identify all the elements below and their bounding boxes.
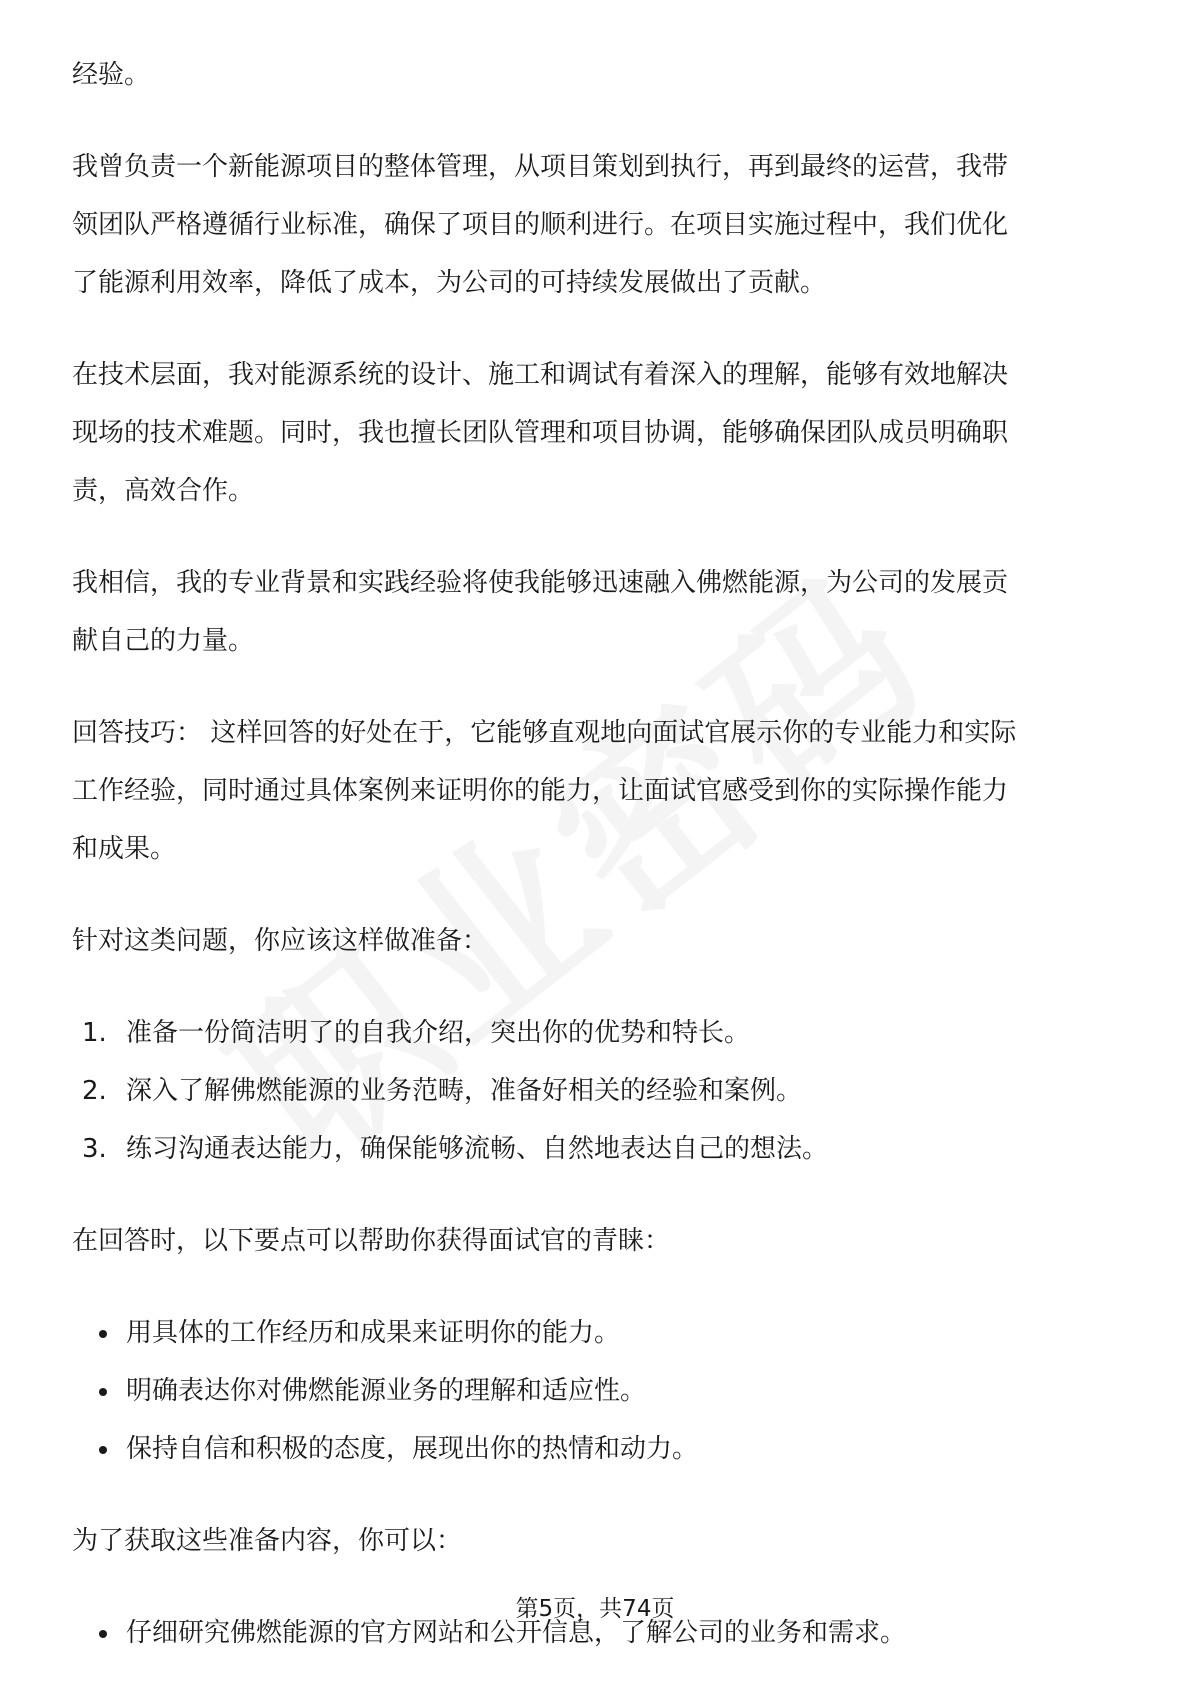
list-number: 2. [82,1076,107,1106]
list-item-text: 保持自信和积极的态度，展现出你的热情和动力。 [126,1434,699,1464]
text-line: 了能源利用效率，降低了成本，为公司的可持续发展做出了贡献。 [72,268,827,298]
list-item [72,1120,1122,1178]
list-item-text: 仔细研究佛燃能源的官方网站和公开信息，了解公司的业务和需求。 [126,1618,907,1648]
page-footer: 第5页，共74页 [515,1596,675,1622]
paragraph-project-management [72,138,1122,312]
text-line: 现场的技术难题。同时，我也擅长团队管理和项目协调，能够确保团队成员明确职 [72,418,1009,448]
paragraph-answer-tips [72,704,1122,878]
paragraph-key-points-heading: 在回答时，以下要点可以帮助你获得面试官的青睐： [72,1226,671,1256]
bullet-list-key-points [72,1304,1122,1478]
page-content [72,46,1122,1662]
text-line: 工作经验，同时通过具体案例来证明你的能力，让面试官感受到你的实际操作能力 [72,776,1009,806]
text-line: 责，高效合作。 [72,476,255,506]
text-line: 我曾负责一个新能源项目的整体管理，从项目策划到执行，再到最终的运营，我带 [72,152,1009,182]
bullet-icon [99,1388,107,1396]
text-line: 献自己的力量。 [72,626,255,656]
paragraph-conclusion [72,554,1122,670]
paragraph-preparation-heading: 针对这类问题，你应该这样做准备： [72,926,489,956]
bullet-icon [99,1630,107,1638]
paragraph-technical-skills [72,346,1122,520]
list-item-text: 练习沟通表达能力，确保能够流畅、自然地表达自己的想法。 [126,1134,829,1164]
list-item [72,1362,1122,1420]
list-item-text: 深入了解佛燃能源的业务范畴，准备好相关的经验和案例。 [126,1076,803,1106]
list-item [72,1004,1122,1062]
paragraph-resources-heading: 为了获取这些准备内容，你可以： [72,1526,463,1556]
list-item-text: 明确表达你对佛燃能源业务的理解和适应性。 [126,1376,647,1406]
bullet-icon [99,1446,107,1454]
text-line: 我相信，我的专业背景和实践经验将使我能够迅速融入佛燃能源，为公司的发展贡 [72,568,1009,598]
text-line: 和成果。 [72,834,177,864]
text-line: 在技术层面，我对能源系统的设计、施工和调试有着深入的理解，能够有效地解决 [72,360,1009,390]
list-item [72,1304,1122,1362]
ordered-list-preparation [72,1004,1122,1178]
text-line: 领团队严格遵循行业标准，确保了项目的顺利进行。在项目实施过程中，我们优化 [72,210,1009,240]
paragraph-intro-end: 经验。 [72,60,151,90]
list-number: 1. [82,1018,107,1048]
text-line: 回答技巧： 这样回答的好处在于，它能够直观地向面试官展示你的专业能力和实际 [72,718,1017,748]
list-item-text: 准备一份简洁明了的自我介绍，突出你的优势和特长。 [126,1018,751,1048]
list-item [72,1062,1122,1120]
list-item [72,1420,1122,1478]
list-number: 3. [82,1134,107,1164]
list-item-text: 用具体的工作经历和成果来证明你的能力。 [126,1318,621,1348]
bullet-icon [99,1330,107,1338]
